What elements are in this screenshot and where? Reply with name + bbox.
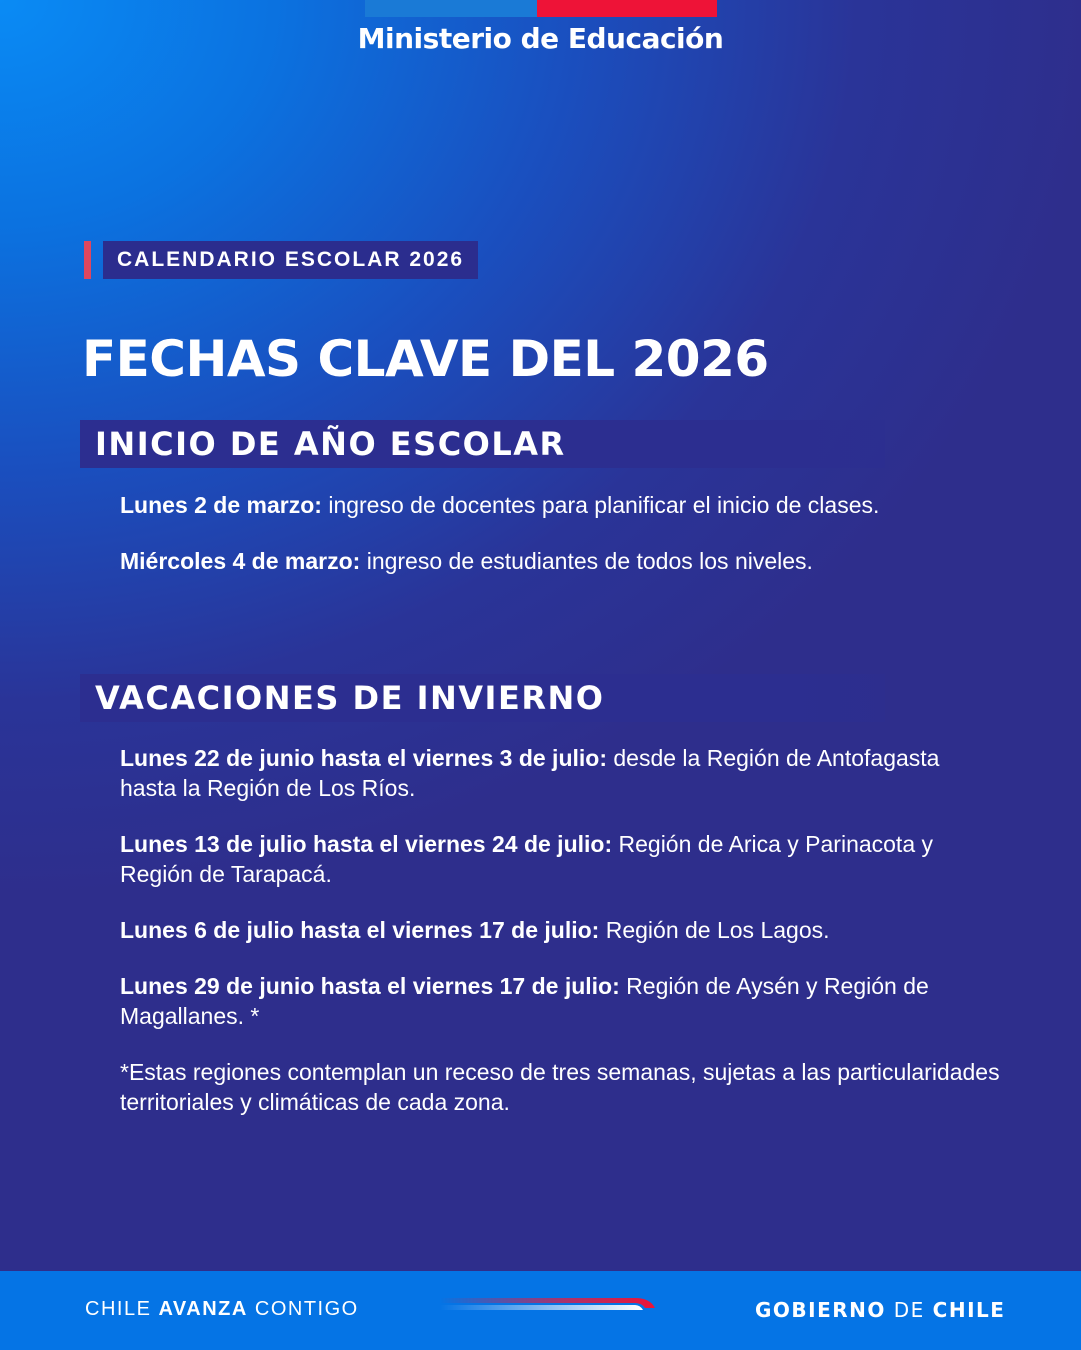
footer-slogan bbox=[85, 1298, 359, 1321]
section-title-inicio: INICIO DE AÑO ESCOLAR bbox=[80, 420, 885, 468]
entry-date: Lunes 2 de marzo: bbox=[120, 492, 322, 518]
date-entry bbox=[120, 546, 1000, 576]
date-entry bbox=[120, 743, 1000, 803]
date-entry bbox=[120, 971, 1000, 1031]
date-entry bbox=[120, 829, 1000, 889]
flag-bar-red bbox=[537, 0, 717, 17]
date-entry bbox=[120, 915, 1000, 945]
category-tag bbox=[84, 241, 478, 279]
ministry-logo-text: Ministerio de Educación bbox=[357, 22, 724, 55]
entry-date: Lunes 22 de junio hasta el viernes 3 de julio: bbox=[120, 745, 607, 771]
slogan-part: CHILE bbox=[85, 1298, 159, 1320]
entry-description: Región de Los Lagos. bbox=[599, 917, 830, 943]
slogan-part: AVANZA bbox=[158, 1298, 248, 1320]
section-vacaciones-entries bbox=[120, 743, 1000, 1143]
flag-swoosh-icon bbox=[440, 1294, 660, 1316]
entry-date: Lunes 6 de julio hasta el viernes 17 de julio: bbox=[120, 917, 600, 943]
entry-description: Región de Arica y Parinacota y Región de Tarapacá. bbox=[120, 831, 934, 887]
section-inicio-entries bbox=[120, 490, 1000, 602]
tag-accent-bar bbox=[84, 241, 91, 279]
flag-bar-blue bbox=[365, 0, 537, 17]
entry-date: Lunes 13 de julio hasta el viernes 24 de julio: bbox=[120, 831, 613, 857]
entry-description: ingreso de estudiantes de todos los niveles. bbox=[360, 548, 813, 574]
government-logo-text bbox=[755, 1298, 1005, 1322]
date-entry bbox=[120, 490, 1000, 520]
footnote: *Estas regiones contemplan un receso de tres semanas, sujetas a las particularidades territoriales y climáticas de cada zona. bbox=[120, 1059, 1000, 1115]
page-title: FECHAS CLAVE DEL 2026 bbox=[82, 330, 769, 388]
entry-date: Lunes 29 de junio hasta el viernes 17 de julio: bbox=[120, 973, 620, 999]
gov-part: DE bbox=[885, 1298, 933, 1322]
entry-description: ingreso de docentes para planificar el inicio de clases. bbox=[321, 492, 880, 518]
entry-description: desde la Región de Antofagasta hasta la Región de Los Ríos. bbox=[120, 745, 940, 801]
tag-label: CALENDARIO ESCOLAR 2026 bbox=[103, 241, 478, 279]
gov-part: CHILE bbox=[932, 1298, 1006, 1322]
flag-bar bbox=[365, 0, 717, 17]
entry-description: Región de Aysén y Región de Magallanes. * bbox=[120, 973, 929, 1029]
gov-part: GOBIERNO bbox=[755, 1298, 886, 1322]
entry-date: Miércoles 4 de marzo: bbox=[120, 548, 361, 574]
slogan-part: CONTIGO bbox=[247, 1298, 359, 1320]
section-title-vacaciones: VACACIONES DE INVIERNO bbox=[80, 674, 885, 722]
